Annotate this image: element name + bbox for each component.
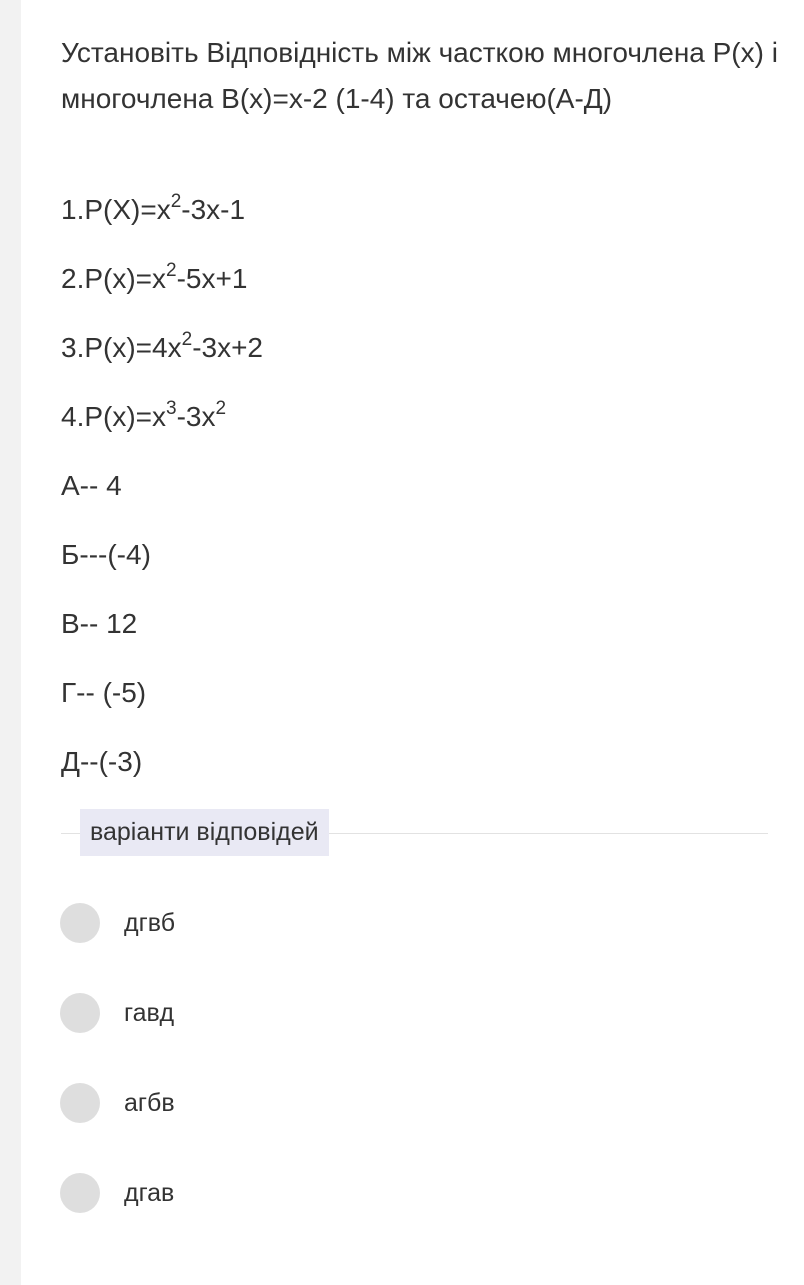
answer-option-label: дгав [124,1178,175,1207]
answers-heading: варіанти відповідей [80,809,329,856]
item-exponent: 2 [170,190,182,212]
answer-option-4[interactable] [60,1172,460,1214]
item-text: 1.P(X)=x [61,194,171,225]
item-exponent: 2 [166,259,177,281]
polynomial-item-3 [61,330,263,366]
answer-option-label: агбв [124,1088,175,1117]
question-text: Установіть Відповідність між часткою многочлена P(x) і многочлена B(x)=x-2 (1-4) та остачею(А-Д) [61,37,778,114]
radio-button[interactable] [60,903,100,943]
item-exponent: 2 [181,328,193,350]
radio-button[interactable] [60,993,100,1033]
answer-option-label: гавд [124,998,175,1027]
remainder-a: А-- 4 [61,470,122,501]
item-text: 2.P(x)=x [61,263,167,294]
item-text: -3x [176,401,216,432]
item-exponent: 2 [215,397,227,419]
item-text: 3.P(x)=4x [61,332,182,363]
answer-option-label: дгвб [124,908,176,937]
remainder-d: Д--(-3) [61,746,143,777]
item-text: -5x+1 [176,263,248,294]
remainder-b: Б---(-4) [61,539,151,570]
item-text: 4.P(x)=x [61,401,167,432]
item-text: -3x-1 [181,194,246,225]
polynomial-item-4 [61,399,226,435]
question-card [21,0,804,1285]
answer-option-2[interactable] [60,992,460,1034]
remainder-v: В-- 12 [61,608,138,639]
answer-option-1[interactable] [60,902,460,944]
radio-button[interactable] [60,1083,100,1123]
answer-option-3[interactable] [60,1082,460,1124]
remainder-g: Г-- (-5) [61,677,147,708]
item-text: -3x+2 [192,332,264,363]
item-exponent: 3 [166,397,177,419]
polynomial-item-1 [61,192,245,228]
polynomial-item-2 [61,261,247,297]
radio-button[interactable] [60,1173,100,1213]
